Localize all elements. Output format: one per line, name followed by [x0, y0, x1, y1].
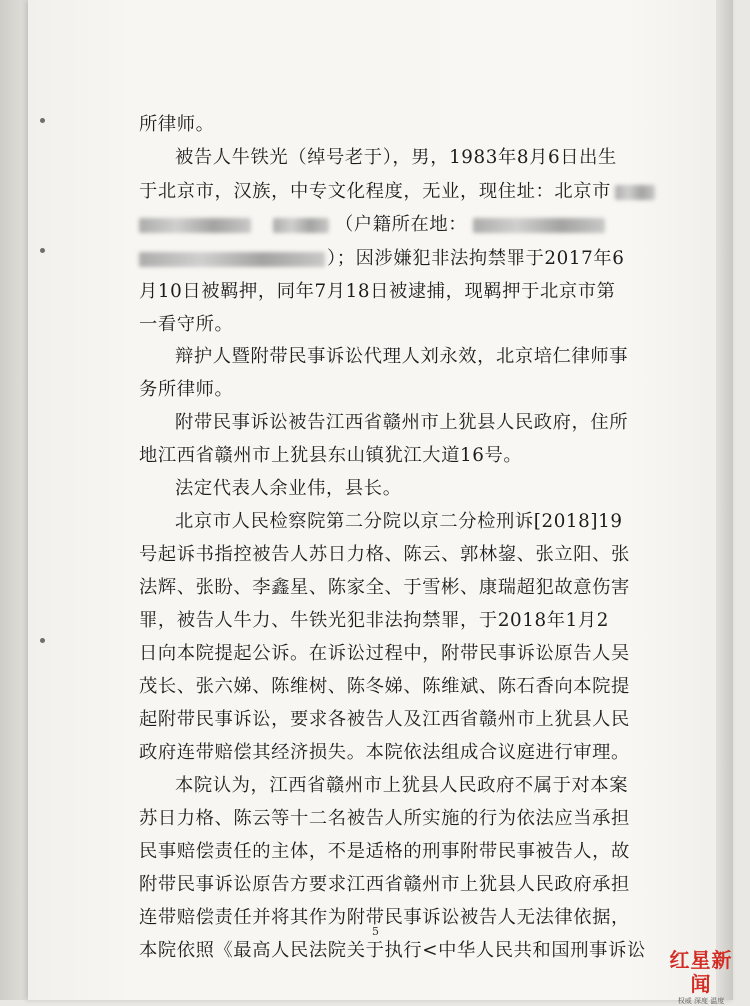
text-line: 法定代表人余业伟，县长。 [175, 478, 402, 499]
redacted-text [139, 218, 251, 233]
text-line: 苏日力格、陈云等十二名被告人所实施的行为依法应当承担 [139, 808, 630, 829]
page-number: 5 [372, 925, 379, 938]
text-line: 地江西省赣州市上犹县东山镇犹江大道16号。 [139, 445, 523, 466]
text-line: 本院依照《最高人民法院关于执行<中华人民共和国刑事诉讼 [139, 940, 646, 961]
page-edge-shadow [0, 0, 28, 1000]
text-line: 一看守所。 [139, 314, 234, 335]
text-line: 起附带民事诉讼，要求各被告人及江西省赣州市上犹县人民 [139, 709, 630, 730]
redacted-text [273, 218, 329, 233]
text-line: 法辉、张盼、李鑫星、陈家全、于雪彬、康瑞超犯故意伤害 [139, 577, 630, 598]
text-line: 民事赔偿责任的主体，不是适格的刑事附带民事被告人，故 [139, 841, 630, 862]
watermark-logo-text: 红星新闻 [669, 948, 733, 996]
news-logo-watermark [660, 948, 742, 1005]
watermark-tagline: 权威 深度 温度 [677, 997, 725, 1005]
text-line: 茂长、张六娣、陈维树、陈冬娣、陈维斌、陈石香向本院提 [139, 676, 630, 697]
text-line: 政府连带赔偿其经济损失。本院依法组成合议庭进行审理。 [139, 742, 630, 763]
binding-hole-mark [40, 248, 45, 253]
text-line: 附带民事诉讼原告方要求江西省赣州市上犹县人民政府承担 [139, 874, 630, 895]
text-line: 附带民事诉讼被告江西省赣州市上犹县人民政府，住所 [175, 412, 629, 433]
binding-hole-mark [40, 638, 45, 643]
text-line [139, 242, 625, 276]
redacted-text [615, 185, 655, 200]
text-line: 月10日被羁押，同年7月18日被逮捕，现羁押于北京市第 [139, 281, 616, 302]
text-line: 辩护人暨附带民事诉讼代理人刘永效，北京培仁律师事 [175, 346, 629, 367]
text-fragment: ）；因涉嫌犯非法拘禁罪于2017年6 [327, 248, 625, 269]
text-fragment: 于北京市，汉族，中专文化程度，无业，现住址：北京市 [139, 181, 612, 202]
text-line: 罪，被告人牛力、牛铁光犯非法拘禁罪，于2018年1月2 [139, 610, 609, 631]
page-right-edge [716, 0, 733, 1000]
text-line: 连带赔偿责任并将其作为附带民事诉讼被告人无法律依据， [139, 907, 630, 928]
text-line: 本院认为，江西省赣州市上犹县人民政府不属于对本案 [175, 775, 629, 796]
redacted-text [473, 218, 605, 233]
text-fragment: （户籍所在地： [335, 214, 468, 235]
binding-hole-mark [40, 118, 45, 123]
text-line [139, 175, 612, 209]
redacted-text [139, 252, 325, 267]
text-line: 被告人牛铁光（绰号老于），男，1983年8月6日出生 [175, 147, 617, 168]
text-line: 北京市人民检察院第二分院以京二分检刑诉[2018]19 [175, 511, 623, 532]
text-line [139, 208, 609, 242]
text-line: 务所律师。 [139, 379, 234, 400]
text-line: 号起诉书指控被告人苏日力格、陈云、郭林鋆、张立阳、张 [139, 544, 630, 565]
text-line: 所律师。 [139, 114, 215, 135]
text-line: 日向本院提起公诉。在诉讼过程中，附带民事诉讼原告人吴 [139, 643, 630, 664]
